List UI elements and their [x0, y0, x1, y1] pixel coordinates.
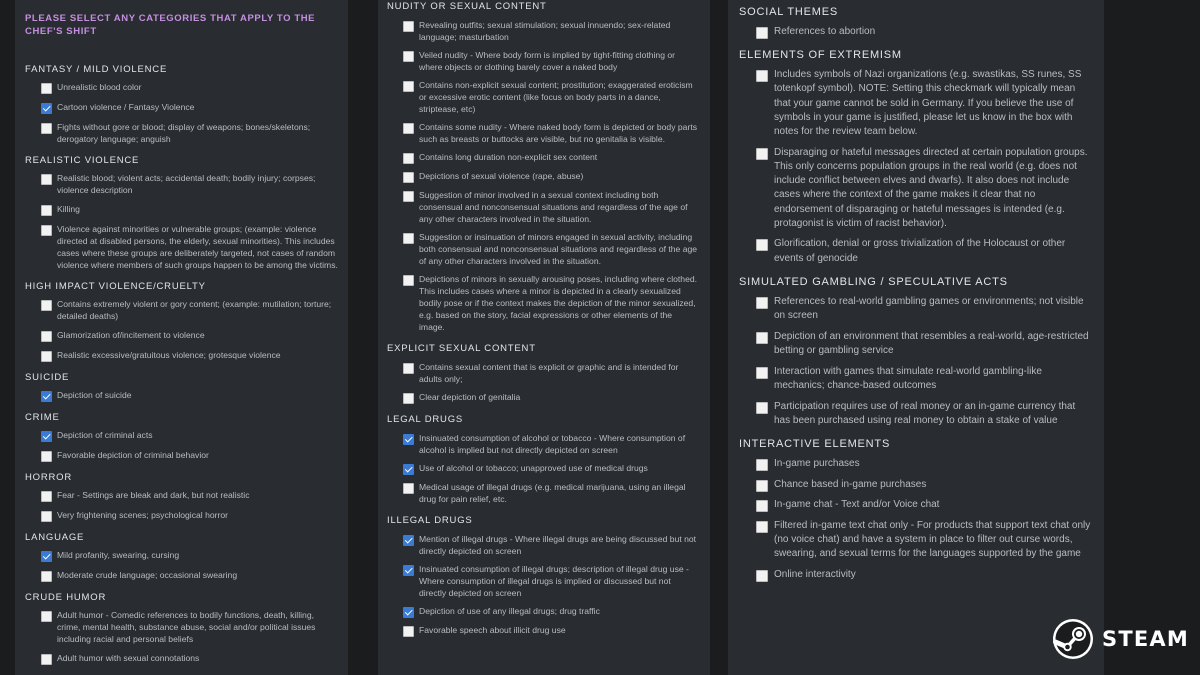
checkbox[interactable] [41, 611, 52, 622]
steam-wordmark: STEAM [1102, 627, 1189, 651]
section-title: SUICIDE [25, 372, 70, 383]
checkbox[interactable] [756, 367, 768, 379]
category-option[interactable] [756, 498, 1094, 512]
option-label: Interaction with games that simulate real-world gambling-like mechanics; chance-based outcomes [774, 365, 1042, 391]
option-label: Use of alcohol or tobacco; unapproved use of medical drugs [419, 463, 648, 473]
category-option[interactable] [41, 101, 338, 114]
option-label: Depiction of criminal acts [57, 430, 153, 440]
checkbox[interactable] [403, 51, 414, 62]
checkbox-checked[interactable] [403, 565, 414, 576]
category-option[interactable] [41, 298, 338, 322]
option-label: Very frightening scenes; psychological horror [57, 510, 229, 520]
checkbox[interactable] [403, 483, 414, 494]
option-label: Contains some nudity - Where naked body form is depicted or body parts such as breasts or buttocks are visible, but no genitalia is visible. [419, 122, 698, 144]
option-label: Veiled nudity - Where body form is implied by tight-fitting clothing or where objects or clothing barely cover a naked body [419, 50, 676, 72]
option-label: Fear - Settings are bleak and dark, but not realistic [57, 490, 250, 500]
checkbox-checked[interactable] [403, 434, 414, 445]
category-option[interactable] [756, 519, 1094, 562]
section-title: ILLEGAL DRUGS [387, 515, 473, 526]
section-simulated-gambling-speculative-acts [739, 275, 1094, 428]
section-title: REALISTIC VIOLENCE [25, 155, 140, 166]
option-label: Revealing outfits; sexual stimulation; sexual innuendo; sex-related language; masturbation [419, 20, 671, 42]
category-option[interactable] [756, 478, 1094, 492]
option-label: References to real-world gambling games or environments; not visible on screen [774, 295, 1084, 322]
category-option[interactable] [403, 189, 700, 225]
category-option[interactable] [403, 151, 700, 164]
option-label: Insinuated consumption of illegal drugs; description of illegal drug use - Where consumption of illegal drugs is implied or discussed but not directly depicted on screen [419, 564, 689, 598]
checkbox[interactable] [403, 393, 414, 404]
column-left [15, 0, 348, 675]
option-label: Realistic excessive/gratuitous violence; grotesque violence [57, 350, 281, 360]
category-option[interactable] [403, 19, 700, 43]
checkbox[interactable] [756, 402, 768, 414]
option-label: Medical usage of illegal drugs (e.g. medical marijuana, using an illegal drug for pain relief, etc. [419, 482, 686, 504]
option-label: Glorification, denial or gross trivialization of the Holocaust or other events of genocide [774, 238, 1066, 264]
category-option[interactable] [403, 49, 700, 73]
section-title: CRIME [25, 412, 60, 423]
checkbox[interactable] [756, 27, 768, 39]
option-label: Suggestion or insinuation of minors engaged in sexual activity, including both consensual and nonconsensual situations and regardless of the age of any other characters involved in the situation. [419, 232, 698, 266]
category-option[interactable] [756, 568, 1094, 582]
option-label: Glamorization of/incitement to violence [57, 330, 205, 340]
option-label: In-game purchases [774, 457, 860, 469]
category-option[interactable] [41, 223, 338, 271]
checkbox[interactable] [41, 225, 52, 236]
checkbox[interactable] [41, 351, 52, 362]
section-title: CRUDE HUMOR [25, 592, 107, 603]
option-label: Disparaging or hateful messages directed at certain population groups. This only concerns population groups in the real world (e.g. does not include conflict between elves and dwarfs). It also does not include cases where the context of the game makes it clear that no endorsement of disparaging or hateful messages is intended (e.g. protagonist is victim of racist behavior). [774, 146, 1088, 229]
section-explicit-sexual-content [387, 342, 700, 404]
category-option[interactable] [41, 569, 338, 582]
option-label: Fights without gore or blood; display of weapons; bones/skeletons; derogatory language; anguish [57, 122, 311, 144]
section-title: SOCIAL THEMES [739, 6, 839, 18]
section-high-impact-violence-cruelty [25, 280, 338, 362]
category-option[interactable] [403, 624, 700, 637]
option-label: Moderate crude language; occasional swearing [57, 570, 238, 580]
checkbox[interactable] [756, 459, 768, 471]
section-crude-humor [25, 591, 338, 665]
option-label: Adult humor - Comedic references to bodily functions, death, killing, crime, mental health, substance abuse, social and/or political issues including racial and personal beliefs [57, 610, 316, 644]
checkbox[interactable] [756, 521, 768, 533]
category-option[interactable] [41, 172, 338, 196]
checkbox-checked[interactable] [41, 431, 52, 442]
checkbox[interactable] [41, 300, 52, 311]
checkbox[interactable] [756, 70, 768, 82]
checkbox[interactable] [403, 191, 414, 202]
category-option[interactable] [756, 400, 1094, 428]
option-label: Participation requires use of real money or an in-game currency that has been purchased using real money to obtain a stake of value [774, 400, 1076, 426]
category-option[interactable] [41, 349, 338, 362]
option-label: Contains non-explicit sexual content; prostitution; exaggerated eroticism or excessive erotic content (like focus on body parts in a dance, striptease, etc) [419, 80, 693, 114]
section-title: LEGAL DRUGS [387, 414, 464, 425]
section-interactive-elements [739, 437, 1094, 582]
category-option[interactable] [403, 121, 700, 145]
checkbox[interactable] [756, 570, 768, 582]
checkbox[interactable] [403, 275, 414, 286]
category-option[interactable] [41, 329, 338, 342]
category-option[interactable] [41, 429, 338, 442]
checkbox[interactable] [403, 153, 414, 164]
checkbox[interactable] [403, 626, 414, 637]
checkbox[interactable] [756, 480, 768, 492]
section-realistic-violence [25, 154, 338, 271]
option-label: Depiction of an environment that resembles a real-world, age-restricted betting or gambling service [774, 330, 1089, 356]
checkbox-checked[interactable] [403, 607, 414, 618]
category-option[interactable] [41, 121, 338, 145]
section-nudity-or-sexual-content [387, 0, 700, 333]
category-option[interactable] [403, 462, 700, 475]
category-option[interactable] [41, 489, 338, 502]
option-label: Clear depiction of genitalia [419, 392, 521, 402]
option-label: Insinuated consumption of alcohol or tobacco - Where consumption of alcohol is implied but not directly depicted on screen [419, 433, 686, 455]
option-label: Unrealistic blood color [57, 82, 142, 92]
section-language [25, 531, 338, 582]
option-label: Includes symbols of Nazi organizations (e.g. swastikas, SS runes, SS totenkopf symbol). NOTE: Setting this checkmark will typically mean that your game cannot be sold in Germany. If you believe the use of symbols in your game is justified, please let us know in the box with notes for the review team below. [774, 69, 1082, 138]
column-middle [378, 0, 710, 675]
checkbox[interactable] [41, 571, 52, 582]
column-right [728, 0, 1104, 675]
section-title: SIMULATED GAMBLING / SPECULATIVE ACTS [739, 275, 1008, 288]
checkbox[interactable] [403, 81, 414, 92]
checkbox[interactable] [41, 123, 52, 134]
checkbox[interactable] [41, 491, 52, 502]
section-legal-drugs [387, 413, 700, 505]
option-label: In-game chat - Text and/or Voice chat [774, 499, 940, 511]
option-label: Favorable speech about illicit drug use [419, 625, 566, 635]
intro-heading: PLEASE SELECT ANY CATEGORIES THAT APPLY TO THE CHEF'S SHIFT [25, 13, 316, 37]
section-title: EXPLICIT SEXUAL CONTENT [387, 343, 536, 354]
category-option[interactable] [756, 330, 1094, 358]
section-crime [25, 411, 338, 462]
section-title: FANTASY / MILD VIOLENCE [25, 64, 168, 75]
category-option[interactable] [41, 449, 338, 462]
checkbox-checked[interactable] [41, 103, 52, 114]
category-option[interactable] [41, 549, 338, 562]
option-label: Depictions of sexual violence (rape, abuse) [419, 171, 584, 181]
section-social-themes [739, 5, 1094, 39]
option-label: Mild profanity, swearing, cursing [57, 550, 180, 560]
category-option[interactable] [756, 365, 1094, 393]
checkbox[interactable] [403, 363, 414, 374]
category-option[interactable] [403, 79, 700, 115]
checkbox[interactable] [756, 148, 768, 160]
category-option[interactable] [756, 146, 1094, 231]
section-title: HIGH IMPACT VIOLENCE/CRUELTY [25, 281, 206, 292]
category-option[interactable] [756, 25, 1094, 39]
category-option[interactable] [403, 533, 700, 557]
category-option[interactable] [403, 231, 700, 267]
section-illegal-drugs [387, 514, 700, 637]
checkbox-checked[interactable] [41, 551, 52, 562]
checkbox[interactable] [41, 511, 52, 522]
steam-logo [1052, 618, 1189, 660]
section-title: ELEMENTS OF EXTREMISM [739, 49, 902, 62]
option-label: Depictions of minors in sexually arousing poses, including where clothed. This includes cases where a minor is depicted in a clearly sexualized bodily pose or if the context makes the depiction of the minor sexualized, e.g. based on the story, facial expressions or other elements of the image. [419, 274, 698, 332]
category-option[interactable] [756, 295, 1094, 323]
checkbox[interactable] [756, 332, 768, 344]
option-label: Killing [57, 204, 80, 214]
category-option[interactable] [403, 432, 700, 456]
category-option[interactable] [403, 170, 700, 183]
category-option[interactable] [41, 81, 338, 94]
category-option[interactable] [756, 237, 1094, 265]
section-elements-of-extremism [739, 48, 1094, 266]
section-title: INTERACTIVE ELEMENTS [739, 437, 891, 450]
checkbox-checked[interactable] [403, 535, 414, 546]
category-option[interactable] [403, 605, 700, 618]
checkbox[interactable] [41, 451, 52, 462]
section-fantasy-mild-violence [25, 63, 338, 145]
checkbox[interactable] [403, 233, 414, 244]
checkbox[interactable] [41, 331, 52, 342]
section-suicide [25, 371, 338, 402]
checkbox[interactable] [403, 172, 414, 183]
option-label: Violence against minorities or vulnerable groups; (example: violence directed at disabled persons, the elderly, sexual minorities). This includes cases where these groups are deliberately targeted, not cases of random violence where members of such groups happen to be among the victims. [57, 224, 338, 270]
checkbox[interactable] [403, 21, 414, 32]
category-option[interactable] [41, 389, 338, 402]
option-label: Online interactivity [774, 569, 856, 581]
category-option[interactable] [41, 203, 338, 216]
category-option[interactable] [403, 361, 700, 385]
checkbox-checked[interactable] [403, 464, 414, 475]
option-label: Favorable depiction of criminal behavior [57, 450, 209, 460]
option-label: References to abortion [774, 26, 876, 37]
checkbox[interactable] [756, 239, 768, 251]
checkbox-checked[interactable] [41, 391, 52, 402]
section-horror [25, 471, 338, 522]
category-option[interactable] [403, 563, 700, 599]
category-option[interactable] [41, 509, 338, 522]
category-option[interactable] [41, 609, 338, 645]
category-option[interactable] [756, 457, 1094, 471]
category-option[interactable] [41, 652, 338, 665]
option-label: Cartoon violence / Fantasy Violence [57, 102, 195, 112]
category-option[interactable] [756, 68, 1094, 139]
checkbox[interactable] [41, 83, 52, 94]
checkbox[interactable] [756, 500, 768, 512]
checkbox[interactable] [756, 297, 768, 309]
option-label: Mention of illegal drugs - Where illegal drugs are being discussed but not directly depicted on screen [419, 534, 697, 556]
section-title: NUDITY OR SEXUAL CONTENT [387, 1, 547, 12]
category-option[interactable] [403, 273, 700, 333]
checkbox[interactable] [41, 205, 52, 216]
section-title: HORROR [25, 472, 73, 483]
option-label: Filtered in-game text chat only - For products that support text chat only (no voice chat) and have a system in place to filter out curse words, swearing, and sexual terms for the languages supported by the game [774, 520, 1091, 560]
option-label: Depiction of use of any illegal drugs; drug traffic [419, 606, 600, 616]
option-label: Contains sexual content that is explicit or graphic and is intended for adults only; [419, 362, 679, 384]
checkbox[interactable] [41, 654, 52, 665]
option-label: Suggestion of minor involved in a sexual context including both consensual and nonconsensual situations and regardless of the age of any other characters involved in the situation. [419, 190, 688, 224]
category-option[interactable] [403, 391, 700, 404]
option-label: Contains extremely violent or gory content; (example: mutilation; torture; detailed deaths) [57, 299, 332, 321]
option-label: Depiction of suicide [57, 390, 132, 400]
category-option[interactable] [403, 481, 700, 505]
option-label: Chance based in-game purchases [774, 478, 927, 490]
steam-logo-icon [1052, 618, 1094, 660]
checkbox[interactable] [41, 174, 52, 185]
option-label: Adult humor with sexual connotations [57, 653, 200, 663]
section-title: LANGUAGE [25, 532, 85, 543]
checkbox[interactable] [403, 123, 414, 134]
option-label: Contains long duration non-explicit sex content [419, 152, 598, 162]
option-label: Realistic blood; violent acts; accidental death; bodily injury; corpses; violence description [57, 173, 316, 195]
